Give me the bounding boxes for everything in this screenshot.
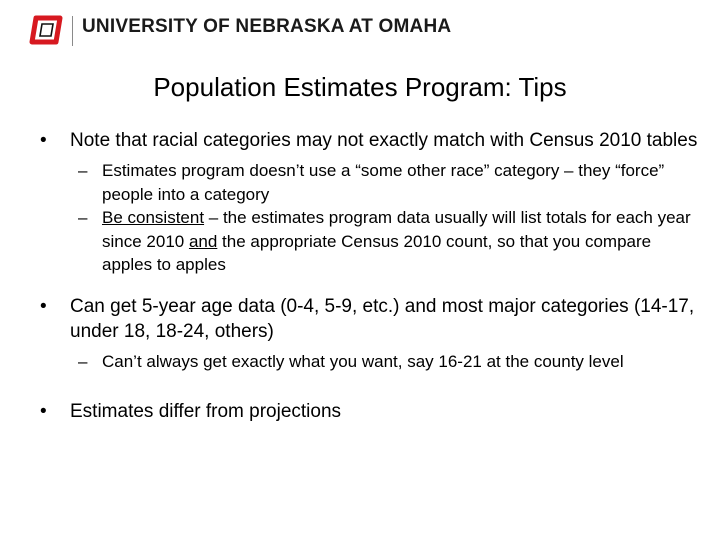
bullet-icon: • [40,130,47,151]
bullet-text: Note that racial categories may not exactly match with Census 2010 tables [70,130,698,151]
dash-icon: – [78,208,88,227]
bullet-estimates-differ [38,399,698,424]
dash-icon: – [78,351,88,371]
underlined-lead: Be consistent [102,208,205,227]
dash-icon: – [78,161,88,180]
sub-bullet-cant-always [38,350,698,374]
header-bar [0,0,720,62]
slide-title: Population Estimates Program: Tips [153,72,567,102]
underlined-and: and [188,231,218,251]
uno-o-logo-icon [28,14,64,46]
sub-bullet-text-a: – the estimates program data usually will list totals for each year since 2010 [102,208,691,251]
slide-content [38,128,698,424]
bullet-racial-categories [38,128,698,153]
sub-bullet-text: Can’t always get exactly what you want, say 16-21 at the county level [102,351,624,371]
university-name: UNIVERSITY OF NEBRASKA AT OMAHA [82,16,452,37]
sub-bullet-text-b: the appropriate Census 2010 count, so that you compare apples to apples [102,231,652,274]
bullet-text: Can get 5-year age data (0-4, 5-9, etc.) and most major categories (14-17, under 18, 18-24, others) [70,295,695,342]
bullet-age-data [38,294,698,344]
bullet-icon: • [40,295,47,317]
logo-divider [72,16,73,46]
sub-bullet-be-consistent [38,206,698,277]
sub-bullet-text: Estimates program doesn’t use a “some other race” category – they “force” people into a category [102,161,665,204]
bullet-text: Estimates differ from projections [70,401,342,422]
sub-bullet-some-other-race [38,159,698,206]
bullet-icon: • [40,401,47,422]
